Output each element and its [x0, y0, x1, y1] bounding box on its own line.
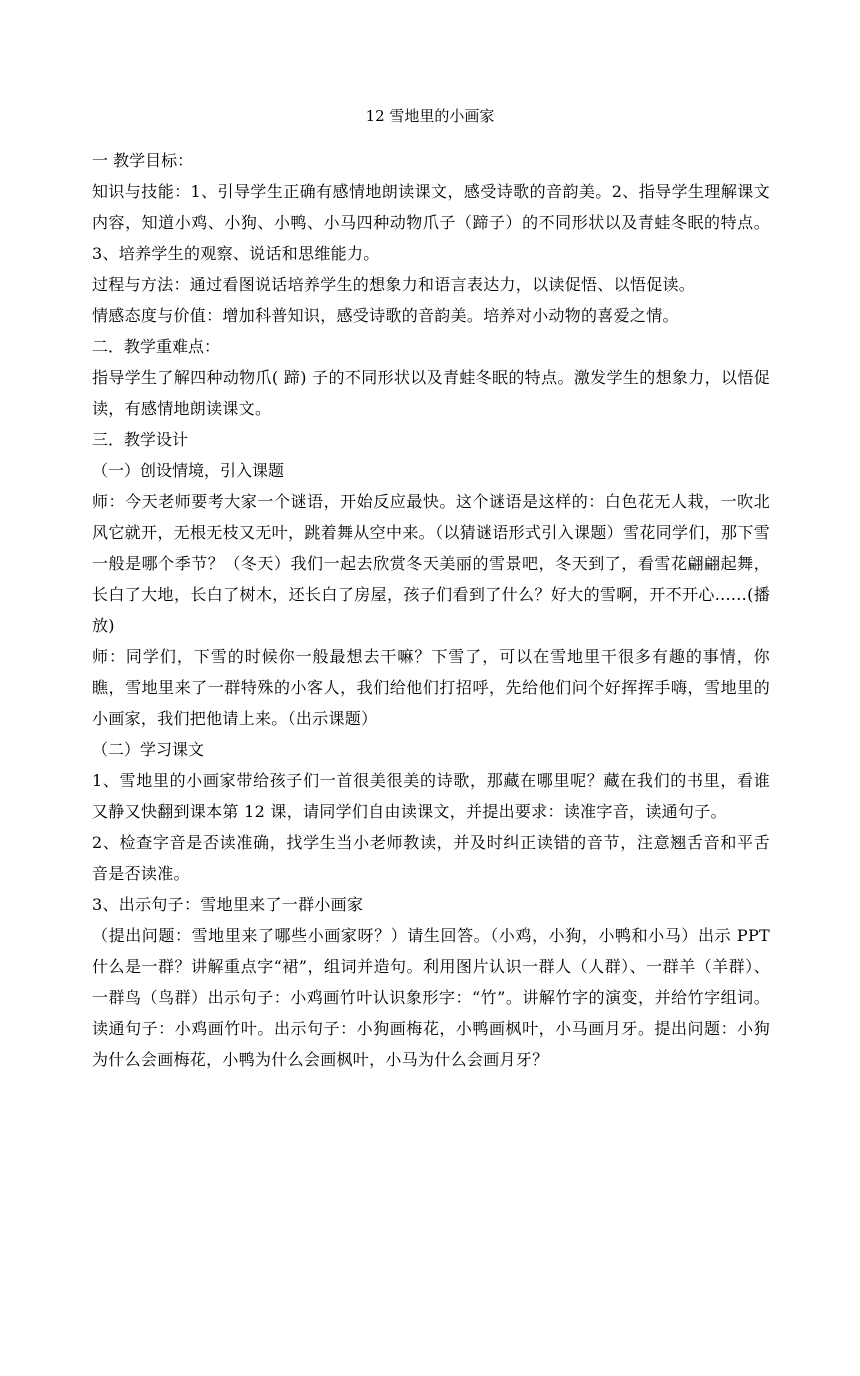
paragraph-emotion-values: 情感态度与价值：增加科普知识，感受诗歌的音韵美。培养对小动物的喜爱之情。 [92, 306, 679, 325]
paragraph-step-3: 3、出示句子：雪地里来了一群小画家 [92, 895, 364, 914]
paragraph-key-points: 指导学生了解四种动物爪( 蹄) 子的不同形状以及青蛙冬眠的特点。激发学生的想象力，以悟促读，有感情地朗读课文。 [92, 368, 770, 418]
paragraph-questions: （提出问题：雪地里来了哪些小画家呀？）请生回答。（小鸡，小狗，小鸭和小马）出示 PPT 什么是一群？讲解重点字“裙”，组词并造句。利用图片认识一群人（人群）、一群羊（羊群）、一群鸟（鸟群）出示句子：小鸡画竹叶认识象形字：“竹”。讲解竹字的演变，并给竹字组词。读通句子：小鸡画竹叶。出示句子：小狗画梅花，小鸭画枫叶，小马画月牙。提出问题：小狗为什么会画梅花，小鸭为什么会画枫叶，小马为什么会画月牙？ [92, 926, 770, 1069]
subheading-learn-text: （二）学习课文 [92, 740, 205, 759]
paragraph-step-1: 1、雪地里的小画家带给孩子们一首很美很美的诗歌，那藏在哪里呢？藏在我们的书里，看谁又静又快翻到课本第 12 课，请同学们自由读课文，并提出要求：读准字音，读通句子。 [92, 771, 770, 821]
paragraph-riddle: 师：今天老师要考大家一个谜语，开始反应最快。这个谜语是这样的：白色花无人栽，一吹北风它就开，无根无枝又无叶，跳着舞从空中来。（以猜谜语形式引入课题）雪花同学们，那下雪一般是哪个季节？（冬天）我们一起去欣赏冬天美丽的雪景吧，冬天到了，看雪花翩翩起舞，长白了大地，长白了树木，还长白了房屋，孩子们看到了什么？好大的雪啊，开不开心......(播放) [92, 492, 770, 635]
section-heading-design: 三．教学设计 [92, 430, 189, 449]
document-title: 12 雪地里的小画家 [365, 107, 495, 125]
paragraph-knowledge-skills: 知识与技能：1、引导学生正确有感情地朗读课文，感受诗歌的音韵美。2、指导学生理解课文内容，知道小鸡、小狗、小鸭、小马四种动物爪子（蹄子）的不同形状以及青蛙冬眠的特点。3、培养学生的观察、说话和思维能力。 [92, 182, 770, 263]
paragraph-step-2: 2、检查字音是否读准确，找学生当小老师教读，并及时纠正读错的音节，注意翘舌音和平舌音是否读准。 [92, 833, 770, 883]
paragraph-process-method: 过程与方法：通过看图说话培养学生的想象力和语言表达力，以读促悟、以悟促读。 [92, 275, 696, 294]
section-heading-key-points: 二．教学重难点： [92, 337, 221, 356]
subheading-intro: （一）创设情境，引入课题 [92, 461, 285, 480]
paragraph-snow-play: 师：同学们，下雪的时候你一般最想去干嘛？下雪了，可以在雪地里干很多有趣的事情，你瞧，雪地里来了一群特殊的小客人，我们给他们打招呼，先给他们问个好挥挥手嗨，雪地里的小画家，我们把他请上来。（出示课题） [92, 647, 770, 728]
section-heading-objectives: 一 教学目标： [92, 151, 194, 170]
document-body [92, 145, 770, 1075]
